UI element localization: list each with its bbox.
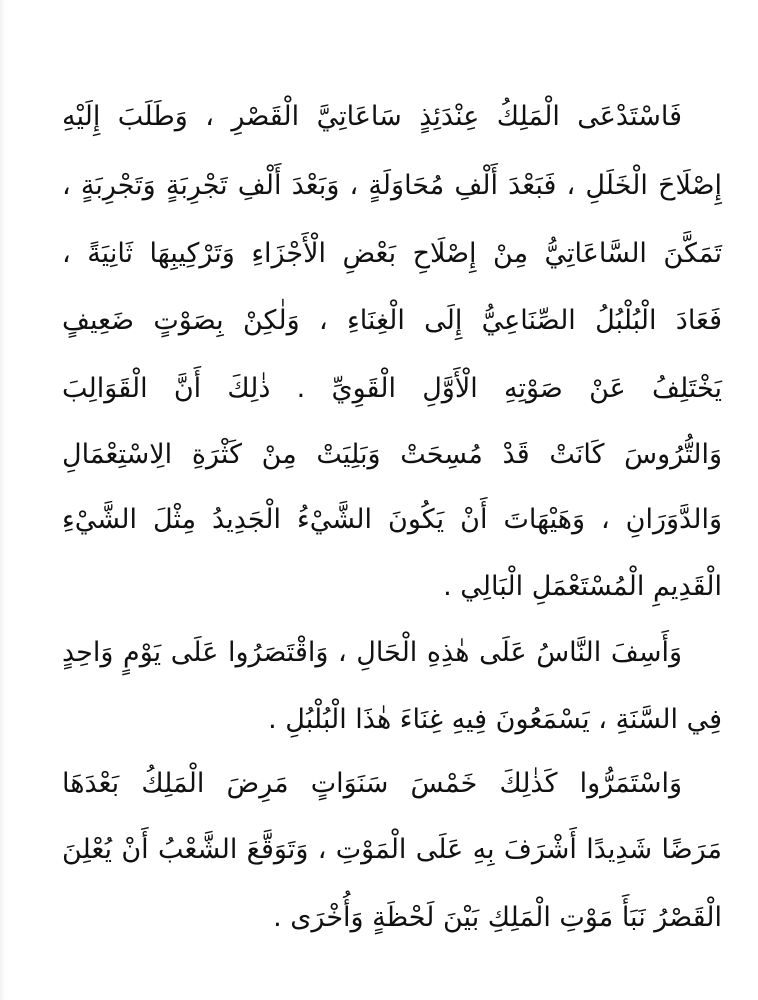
paragraph-1-line-3: تَمَكَّنَ السَّاعَاتِيُّ مِنْ إِصْلَاحِ بَعْضِ الْأَجْزَاءِ وَتَرْكِيبِهَا ثَانِيَةً ،: [62, 238, 722, 269]
paragraph-1-line-4: فَعَادَ الْبُلْبُلُ الصِّنَاعِيُّ إِلَى الْغِنَاءِ ، وَلٰكِنْ بِصَوْتٍ ضَعِيفٍ: [62, 305, 722, 336]
paragraph-3-line-2: مَرَضًا شَدِيدًا أَشْرَفَ بِهِ عَلَى الْمَوْتِ ، وَتَوَقَّعَ الشَّعْبُ أَنْ يُعْلِنَ: [62, 834, 722, 865]
paragraph-1-line-2: إِصْلَاحَ الْخَلَلِ ، فَبَعْدَ أَلْفِ مُحَاوَلَةٍ ، وَبَعْدَ أَلْفِ تَجْرِبَةٍ وَتَجْرِبَةٍ ،: [62, 170, 722, 201]
paragraph-1-line-1: فَاسْتَدْعَى الْمَلِكُ عِنْدَئِذٍ سَاعَاتِيَّ الْقَصْرِ ، وَطَلَبَ إِلَيْهِ: [62, 101, 682, 132]
paragraph-3-line-3: الْقَصْرُ نَبَأَ مَوْتِ الْمَلِكِ بَيْنَ لَحْظَةٍ وَأُخْرَى .: [273, 902, 722, 933]
scan-edge-shadow: [0, 0, 6, 1000]
paragraph-3-line-1: وَاسْتَمَرُّوا كَذٰلِكَ خَمْسَ سَنَوَاتٍ مَرِضَ الْمَلِكُ بَعْدَهَا: [62, 768, 682, 799]
paragraph-2-line-2: فِي السَّنَةِ ، يَسْمَعُونَ فِيهِ غِنَاءَ هٰذَا الْبُلْبُلِ .: [268, 704, 722, 735]
paragraph-1-line-6: وَالتُّرُوسَ كَانَتْ قَدْ مُسِحَتْ وَبَلِيَتْ مِنْ كَثْرَةِ الِاسْتِعْمَالِ: [62, 439, 722, 470]
paragraph-1-line-8: الْقَدِيمِ الْمُسْتَعْمَلِ الْبَالِي .: [443, 571, 722, 602]
paragraph-2-line-1: وَأَسِفَ النَّاسُ عَلَى هٰذِهِ الْحَالِ ، وَاقْتَصَرُوا عَلَى يَوْمٍ وَاحِدٍ: [62, 637, 682, 668]
paragraph-1-line-7: وَالدَّوَرَانِ ، وَهَيْهَاتَ أَنْ يَكُونَ الشَّيْءُ الْجَدِيدُ مِثْلَ الشَّيْءِ: [62, 504, 722, 535]
paragraph-1-line-5: يَخْتَلِفُ عَنْ صَوْتِهِ الْأَوَّلِ الْقَوِيِّ . ذٰلِكَ أَنَّ الْقَوَالِبَ: [62, 373, 722, 404]
